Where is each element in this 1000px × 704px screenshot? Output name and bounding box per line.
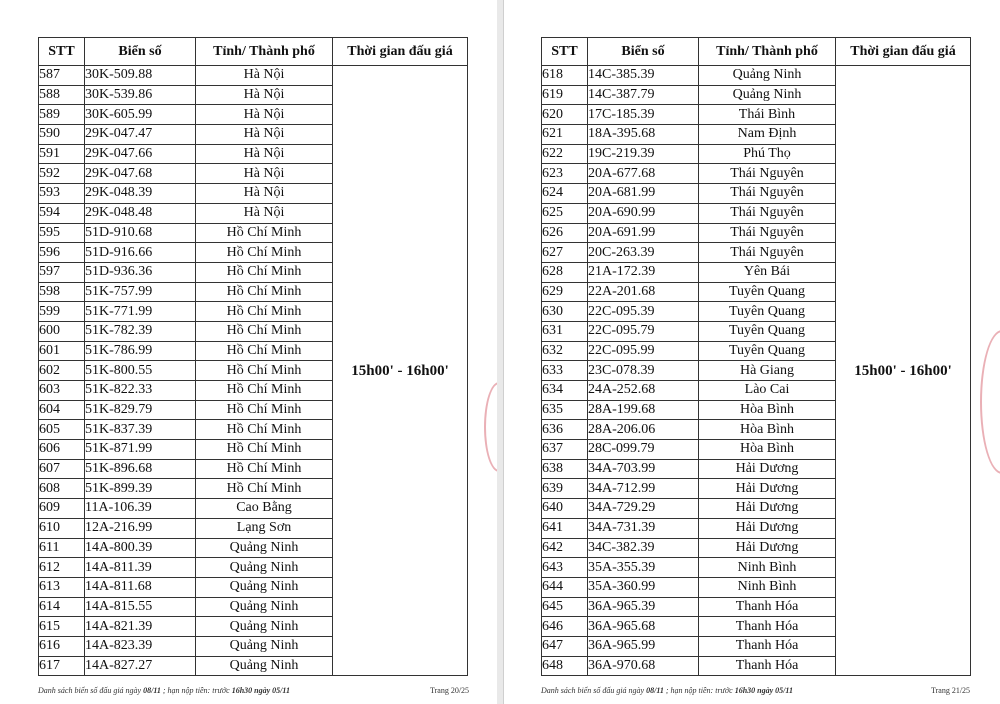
row-province: Lạng Sơn xyxy=(196,518,333,538)
row-province: Quảng Ninh xyxy=(699,85,836,105)
row-province: Quảng Ninh xyxy=(196,538,333,558)
row-plate: 28A-206.06 xyxy=(588,420,699,440)
row-province: Hồ Chí Minh xyxy=(196,223,333,243)
row-stt: 595 xyxy=(39,223,85,243)
row-plate: 35A-360.99 xyxy=(588,577,699,597)
row-plate: 20C-263.39 xyxy=(588,243,699,263)
header-plate: Biển số xyxy=(85,38,196,66)
row-plate: 35A-355.39 xyxy=(588,558,699,578)
footer-mid: ; hạn nộp tiền: trước xyxy=(663,686,735,695)
row-stt: 618 xyxy=(542,66,588,86)
row-plate: 34A-731.39 xyxy=(588,518,699,538)
footer-mid: ; hạn nộp tiền: trước xyxy=(160,686,232,695)
row-plate: 14A-811.68 xyxy=(85,577,196,597)
row-stt: 630 xyxy=(542,302,588,322)
row-plate: 51K-771.99 xyxy=(85,302,196,322)
row-stt: 601 xyxy=(39,341,85,361)
row-stt: 632 xyxy=(542,341,588,361)
row-stt: 615 xyxy=(39,617,85,637)
row-plate: 51K-899.39 xyxy=(85,479,196,499)
row-plate: 51K-829.79 xyxy=(85,400,196,420)
row-province: Hà Nội xyxy=(196,144,333,164)
row-plate: 12A-216.99 xyxy=(85,518,196,538)
row-stt: 644 xyxy=(542,577,588,597)
row-province: Quảng Ninh xyxy=(196,636,333,656)
row-plate: 14A-821.39 xyxy=(85,617,196,637)
row-stt: 617 xyxy=(39,656,85,676)
page-number: Trang 21/25 xyxy=(931,686,971,695)
row-province: Hà Nội xyxy=(196,125,333,145)
row-plate: 30K-539.86 xyxy=(85,85,196,105)
row-province: Hà Nội xyxy=(196,105,333,125)
row-province: Ninh Bình xyxy=(699,577,836,597)
row-stt: 627 xyxy=(542,243,588,263)
row-plate: 14A-815.55 xyxy=(85,597,196,617)
row-plate: 14A-823.39 xyxy=(85,636,196,656)
footer-deadline: 16h30 ngày 05/11 xyxy=(734,686,793,695)
row-stt: 638 xyxy=(542,459,588,479)
row-plate: 20A-677.68 xyxy=(588,164,699,184)
row-province: Tuyên Quang xyxy=(699,341,836,361)
row-province: Hồ Chí Minh xyxy=(196,400,333,420)
row-stt: 593 xyxy=(39,184,85,204)
row-province: Quảng Ninh xyxy=(196,577,333,597)
page-footer-note xyxy=(38,686,290,695)
auction-table-right xyxy=(541,37,971,676)
row-plate: 51K-786.99 xyxy=(85,341,196,361)
row-province: Hồ Chí Minh xyxy=(196,479,333,499)
row-province: Cao Bằng xyxy=(196,499,333,519)
header-stt: STT xyxy=(542,38,588,66)
row-stt: 633 xyxy=(542,361,588,381)
row-plate: 36A-965.99 xyxy=(588,636,699,656)
row-province: Lào Cai xyxy=(699,381,836,401)
row-province: Quảng Ninh xyxy=(196,597,333,617)
row-province: Hà Nội xyxy=(196,85,333,105)
table-body xyxy=(542,66,971,676)
row-stt: 641 xyxy=(542,518,588,538)
row-province: Thanh Hóa xyxy=(699,636,836,656)
row-plate: 28C-099.79 xyxy=(588,440,699,460)
row-stt: 636 xyxy=(542,420,588,440)
row-province: Thái Nguyên xyxy=(699,223,836,243)
row-plate: 22A-201.68 xyxy=(588,282,699,302)
row-plate: 28A-199.68 xyxy=(588,400,699,420)
header-province: Tỉnh/ Thành phố xyxy=(196,38,333,66)
row-plate: 14A-800.39 xyxy=(85,538,196,558)
row-plate: 21A-172.39 xyxy=(588,262,699,282)
header-auction-time: Thời gian đấu giá xyxy=(333,38,468,66)
row-plate: 51K-896.68 xyxy=(85,459,196,479)
row-stt: 606 xyxy=(39,440,85,460)
table-header xyxy=(39,38,468,66)
table-row xyxy=(39,66,468,86)
row-province: Hải Dương xyxy=(699,518,836,538)
row-province: Hồ Chí Minh xyxy=(196,341,333,361)
row-stt: 613 xyxy=(39,577,85,597)
row-plate: 29K-047.47 xyxy=(85,125,196,145)
row-plate: 36A-965.68 xyxy=(588,617,699,637)
left-page xyxy=(0,0,498,704)
row-province: Hải Dương xyxy=(699,479,836,499)
row-province: Thái Nguyên xyxy=(699,203,836,223)
row-stt: 610 xyxy=(39,518,85,538)
row-province: Tuyên Quang xyxy=(699,282,836,302)
row-province: Tuyên Quang xyxy=(699,302,836,322)
row-plate: 17C-185.39 xyxy=(588,105,699,125)
row-plate: 34A-703.99 xyxy=(588,459,699,479)
row-plate: 20A-691.99 xyxy=(588,223,699,243)
row-stt: 591 xyxy=(39,144,85,164)
row-stt: 609 xyxy=(39,499,85,519)
row-plate: 20A-690.99 xyxy=(588,203,699,223)
row-province: Hồ Chí Minh xyxy=(196,282,333,302)
row-province: Ninh Bình xyxy=(699,558,836,578)
row-plate: 19C-219.39 xyxy=(588,144,699,164)
row-stt: 597 xyxy=(39,262,85,282)
page-footer-note xyxy=(541,686,793,695)
row-stt: 604 xyxy=(39,400,85,420)
row-province: Thanh Hóa xyxy=(699,617,836,637)
row-province: Hồ Chí Minh xyxy=(196,321,333,341)
row-plate: 34A-712.99 xyxy=(588,479,699,499)
row-province: Quảng Ninh xyxy=(196,558,333,578)
header-stt: STT xyxy=(39,38,85,66)
row-plate: 14C-385.39 xyxy=(588,66,699,86)
row-plate: 51K-757.99 xyxy=(85,282,196,302)
row-province: Hải Dương xyxy=(699,538,836,558)
row-plate: 29K-047.68 xyxy=(85,164,196,184)
row-province: Phú Thọ xyxy=(699,144,836,164)
table-row xyxy=(542,66,971,86)
row-plate: 51D-936.36 xyxy=(85,262,196,282)
row-plate: 23C-078.39 xyxy=(588,361,699,381)
row-plate: 51K-837.39 xyxy=(85,420,196,440)
row-stt: 620 xyxy=(542,105,588,125)
row-plate: 11A-106.39 xyxy=(85,499,196,519)
header-plate: Biển số xyxy=(588,38,699,66)
row-province: Hồ Chí Minh xyxy=(196,420,333,440)
row-province: Hồ Chí Minh xyxy=(196,459,333,479)
row-stt: 607 xyxy=(39,459,85,479)
footer-date: 08/11 xyxy=(143,686,161,695)
row-plate: 36A-970.68 xyxy=(588,656,699,676)
row-province: Hồ Chí Minh xyxy=(196,381,333,401)
row-province: Hà Nội xyxy=(196,184,333,204)
row-province: Thái Nguyên xyxy=(699,184,836,204)
row-plate: 51K-800.55 xyxy=(85,361,196,381)
seal-stamp xyxy=(980,330,1000,474)
row-stt: 640 xyxy=(542,499,588,519)
row-province: Hồ Chí Minh xyxy=(196,302,333,322)
row-stt: 619 xyxy=(542,85,588,105)
row-stt: 616 xyxy=(39,636,85,656)
page-number: Trang 20/25 xyxy=(430,686,470,695)
row-province: Hà Nội xyxy=(196,164,333,184)
row-stt: 647 xyxy=(542,636,588,656)
row-plate: 29K-047.66 xyxy=(85,144,196,164)
row-province: Hồ Chí Minh xyxy=(196,243,333,263)
footer-prefix: Danh sách biển số đấu giá ngày xyxy=(541,686,647,695)
row-province: Hòa Bình xyxy=(699,440,836,460)
row-stt: 626 xyxy=(542,223,588,243)
row-stt: 589 xyxy=(39,105,85,125)
row-province: Nam Định xyxy=(699,125,836,145)
row-province: Thanh Hóa xyxy=(699,656,836,676)
row-plate: 51K-871.99 xyxy=(85,440,196,460)
row-stt: 642 xyxy=(542,538,588,558)
row-stt: 603 xyxy=(39,381,85,401)
row-plate: 51D-916.66 xyxy=(85,243,196,263)
row-stt: 623 xyxy=(542,164,588,184)
row-stt: 646 xyxy=(542,617,588,637)
row-province: Thái Nguyên xyxy=(699,243,836,263)
row-plate: 24A-252.68 xyxy=(588,381,699,401)
row-stt: 639 xyxy=(542,479,588,499)
row-stt: 612 xyxy=(39,558,85,578)
row-stt: 592 xyxy=(39,164,85,184)
row-stt: 600 xyxy=(39,321,85,341)
auction-time-slot: 15h00' - 16h00' xyxy=(836,66,971,676)
row-stt: 637 xyxy=(542,440,588,460)
row-stt: 643 xyxy=(542,558,588,578)
row-stt: 587 xyxy=(39,66,85,86)
row-stt: 628 xyxy=(542,262,588,282)
row-plate: 14A-827.27 xyxy=(85,656,196,676)
row-province: Hòa Bình xyxy=(699,420,836,440)
auction-time-slot: 15h00' - 16h00' xyxy=(333,66,468,676)
row-stt: 614 xyxy=(39,597,85,617)
row-stt: 599 xyxy=(39,302,85,322)
row-plate: 29K-048.39 xyxy=(85,184,196,204)
row-plate: 22C-095.99 xyxy=(588,341,699,361)
row-stt: 590 xyxy=(39,125,85,145)
row-stt: 645 xyxy=(542,597,588,617)
row-stt: 624 xyxy=(542,184,588,204)
row-plate: 20A-681.99 xyxy=(588,184,699,204)
row-province: Hà Nội xyxy=(196,66,333,86)
row-stt: 611 xyxy=(39,538,85,558)
auction-table-left xyxy=(38,37,468,676)
row-province: Quảng Ninh xyxy=(196,617,333,637)
row-province: Yên Bái xyxy=(699,262,836,282)
table-header xyxy=(542,38,971,66)
footer-deadline: 16h30 ngày 05/11 xyxy=(231,686,290,695)
row-province: Hồ Chí Minh xyxy=(196,262,333,282)
row-stt: 622 xyxy=(542,144,588,164)
row-stt: 605 xyxy=(39,420,85,440)
row-province: Quảng Ninh xyxy=(699,66,836,86)
row-plate: 14C-387.79 xyxy=(588,85,699,105)
row-plate: 22C-095.39 xyxy=(588,302,699,322)
row-province: Thái Bình xyxy=(699,105,836,125)
row-stt: 608 xyxy=(39,479,85,499)
row-stt: 634 xyxy=(542,381,588,401)
table-body xyxy=(39,66,468,676)
row-province: Hà Giang xyxy=(699,361,836,381)
row-province: Hải Dương xyxy=(699,499,836,519)
row-province: Hà Nội xyxy=(196,203,333,223)
row-plate: 51K-822.33 xyxy=(85,381,196,401)
row-stt: 648 xyxy=(542,656,588,676)
row-stt: 629 xyxy=(542,282,588,302)
right-page xyxy=(503,0,1000,704)
row-plate: 51K-782.39 xyxy=(85,321,196,341)
row-plate: 51D-910.68 xyxy=(85,223,196,243)
header-province: Tỉnh/ Thành phố xyxy=(699,38,836,66)
footer-date: 08/11 xyxy=(646,686,664,695)
row-stt: 594 xyxy=(39,203,85,223)
row-plate: 18A-395.68 xyxy=(588,125,699,145)
row-plate: 36A-965.39 xyxy=(588,597,699,617)
row-plate: 34C-382.39 xyxy=(588,538,699,558)
row-plate: 34A-729.29 xyxy=(588,499,699,519)
row-province: Thái Nguyên xyxy=(699,164,836,184)
row-stt: 588 xyxy=(39,85,85,105)
row-province: Quảng Ninh xyxy=(196,656,333,676)
row-plate: 30K-605.99 xyxy=(85,105,196,125)
row-stt: 625 xyxy=(542,203,588,223)
row-stt: 621 xyxy=(542,125,588,145)
row-province: Tuyên Quang xyxy=(699,321,836,341)
row-plate: 30K-509.88 xyxy=(85,66,196,86)
row-province: Thanh Hóa xyxy=(699,597,836,617)
row-province: Hồ Chí Minh xyxy=(196,361,333,381)
footer-prefix: Danh sách biển số đấu giá ngày xyxy=(38,686,144,695)
row-stt: 635 xyxy=(542,400,588,420)
row-stt: 602 xyxy=(39,361,85,381)
row-province: Hòa Bình xyxy=(699,400,836,420)
row-plate: 14A-811.39 xyxy=(85,558,196,578)
row-plate: 29K-048.48 xyxy=(85,203,196,223)
row-stt: 598 xyxy=(39,282,85,302)
header-auction-time: Thời gian đấu giá xyxy=(836,38,971,66)
row-province: Hồ Chí Minh xyxy=(196,440,333,460)
row-stt: 631 xyxy=(542,321,588,341)
row-plate: 22C-095.79 xyxy=(588,321,699,341)
row-province: Hải Dương xyxy=(699,459,836,479)
row-stt: 596 xyxy=(39,243,85,263)
